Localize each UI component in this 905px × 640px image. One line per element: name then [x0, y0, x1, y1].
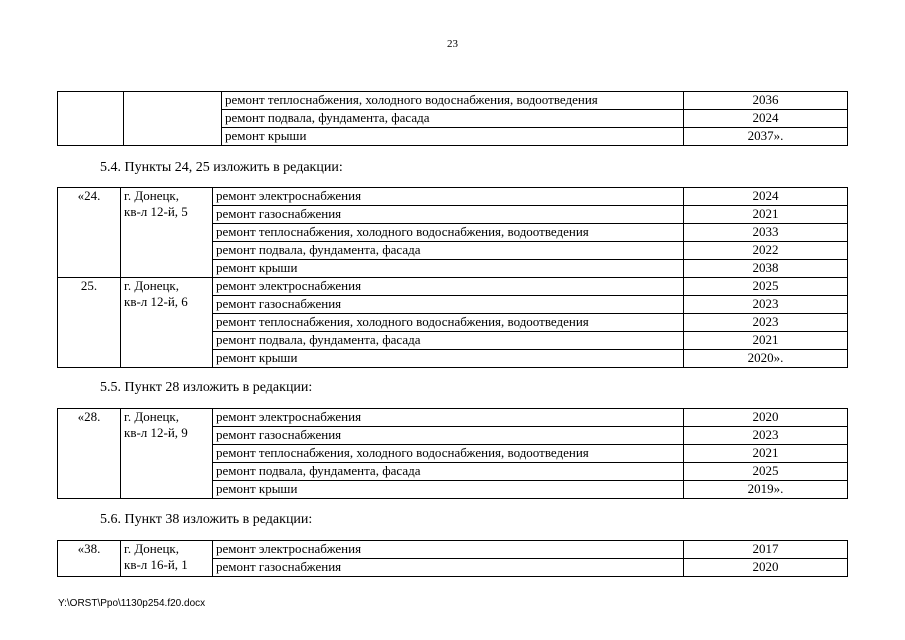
work-cell: ремонт газоснабжения — [213, 559, 684, 577]
work-cell: ремонт крыши — [213, 350, 684, 368]
work-cell: ремонт газоснабжения — [213, 296, 684, 314]
year-cell: 2036 — [684, 92, 848, 110]
table-row — [58, 409, 848, 427]
footer-file-path: Y:\ORST\Ppo\1130p254.f20.docx — [58, 598, 206, 609]
paragraph-5-4: 5.4. Пункты 24, 25 изложить в редакции: — [100, 160, 343, 175]
address-line: кв-л 12-й, 5 — [124, 204, 188, 219]
address-cell — [124, 92, 222, 146]
paragraph-5-5: 5.5. Пункт 28 изложить в редакции: — [100, 380, 313, 395]
table-row — [58, 278, 848, 296]
work-cell: ремонт подвала, фундамента, фасада — [213, 242, 684, 260]
address-cell — [121, 541, 213, 577]
work-cell: ремонт газоснабжения — [213, 206, 684, 224]
year-cell: 2038 — [684, 260, 848, 278]
address-line: кв-л 16-й, 1 — [124, 557, 188, 572]
work-cell: ремонт электроснабжения — [213, 409, 684, 427]
work-cell: ремонт подвала, фундамента, фасада — [213, 332, 684, 350]
address-cell — [121, 278, 213, 368]
year-cell: 2021 — [684, 445, 848, 463]
work-cell: ремонт крыши — [222, 128, 684, 146]
address-line: кв-л 12-й, 6 — [124, 294, 188, 309]
work-cell: ремонт крыши — [213, 260, 684, 278]
year-cell: 2024 — [684, 110, 848, 128]
work-cell: ремонт подвала, фундамента, фасада — [222, 110, 684, 128]
address-line: г. Донецк, — [124, 188, 179, 203]
year-cell: 2025 — [684, 463, 848, 481]
year-cell: 2023 — [684, 314, 848, 332]
address-line: г. Донецк, — [124, 541, 179, 556]
work-cell: ремонт подвала, фундамента, фасада — [213, 463, 684, 481]
work-cell: ремонт крыши — [213, 481, 684, 499]
year-cell: 2017 — [684, 541, 848, 559]
address-cell — [121, 188, 213, 278]
address-cell — [121, 409, 213, 499]
address-line: г. Донецк, — [124, 278, 179, 293]
work-cell: ремонт теплоснабжения, холодного водоснабжения, водоотведения — [213, 224, 684, 242]
year-cell: 2037». — [684, 128, 848, 146]
address-line: кв-л 12-й, 9 — [124, 425, 188, 440]
work-cell: ремонт газоснабжения — [213, 427, 684, 445]
work-cell: ремонт электроснабжения — [213, 278, 684, 296]
year-cell: 2021 — [684, 206, 848, 224]
year-cell: 2024 — [684, 188, 848, 206]
table-row — [58, 92, 848, 110]
page-number: 23 — [447, 38, 458, 50]
year-cell: 2020 — [684, 409, 848, 427]
item-number: 25. — [58, 278, 121, 368]
table-continuation — [57, 91, 848, 146]
year-cell: 2020 — [684, 559, 848, 577]
year-cell: 2023 — [684, 296, 848, 314]
table-item-38 — [57, 540, 848, 577]
work-cell: ремонт электроснабжения — [213, 541, 684, 559]
item-number: «38. — [58, 541, 121, 577]
year-cell: 2021 — [684, 332, 848, 350]
table-row — [58, 541, 848, 559]
work-cell: ремонт теплоснабжения, холодного водоснабжения, водоотведения — [213, 314, 684, 332]
work-cell: ремонт электроснабжения — [213, 188, 684, 206]
year-cell: 2025 — [684, 278, 848, 296]
year-cell: 2022 — [684, 242, 848, 260]
year-cell: 2020». — [684, 350, 848, 368]
address-line: г. Донецк, — [124, 409, 179, 424]
item-number: «28. — [58, 409, 121, 499]
work-cell: ремонт теплоснабжения, холодного водоснабжения, водоотведения — [222, 92, 684, 110]
table-item-28 — [57, 408, 848, 499]
year-cell: 2023 — [684, 427, 848, 445]
year-cell: 2033 — [684, 224, 848, 242]
item-number: «24. — [58, 188, 121, 278]
table-row — [58, 188, 848, 206]
work-cell: ремонт теплоснабжения, холодного водоснабжения, водоотведения — [213, 445, 684, 463]
table-items-24-25 — [57, 187, 848, 368]
paragraph-5-6: 5.6. Пункт 38 изложить в редакции: — [100, 512, 313, 527]
year-cell: 2019». — [684, 481, 848, 499]
number-cell — [58, 92, 124, 146]
